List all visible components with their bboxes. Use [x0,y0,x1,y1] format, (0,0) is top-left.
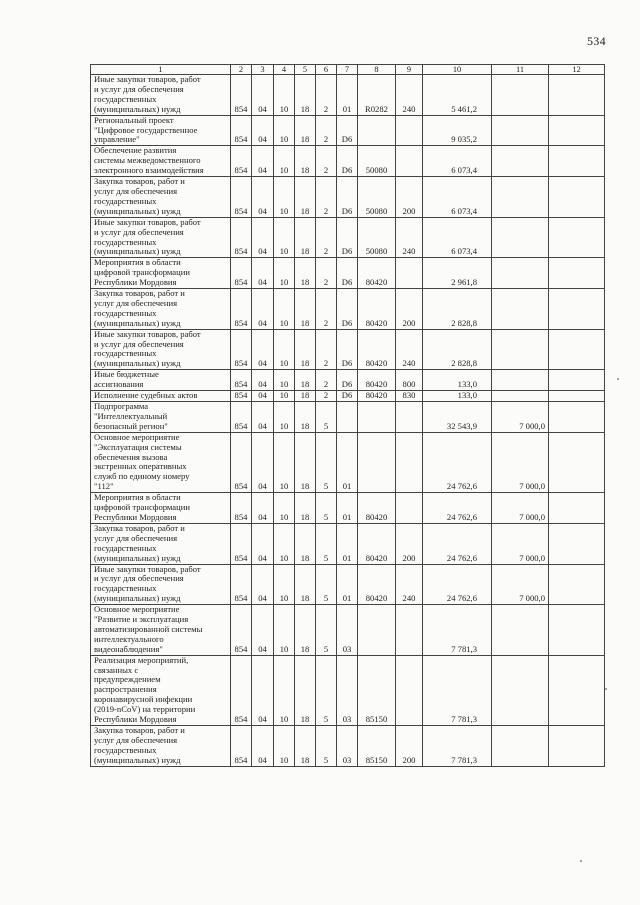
direction-cell: R0282 [358,75,396,116]
direction-cell: 80420 [358,329,396,370]
federal-amount-cell [492,177,549,218]
extra-cell [549,605,605,656]
direction-cell: 85150 [358,726,396,767]
subprogram-cell: 18 [295,115,316,146]
direction-cell: 50080 [358,217,396,258]
subprogram-cell: 18 [295,370,316,391]
event-cell: 01 [337,564,358,605]
gov-code-cell: 854 [231,523,252,564]
subprogram-cell: 18 [295,432,316,492]
table-row [91,432,605,492]
section-cell: 04 [252,75,274,116]
federal-amount-cell [492,726,549,767]
section-cell: 04 [252,655,274,725]
amount-cell: 133,0 [423,370,492,391]
subprogram-cell: 18 [295,177,316,218]
section-cell: 04 [252,605,274,656]
program-cell: 10 [274,370,295,391]
expense-type-cell [396,432,423,492]
program-cell: 10 [274,726,295,767]
extra-cell [549,564,605,605]
gov-code-cell: 854 [231,329,252,370]
row-name-cell: Иные бюджетные ассигнования [91,370,231,391]
gov-code-cell: 854 [231,370,252,391]
federal-amount-cell: 7 000,0 [492,564,549,605]
section-cell: 04 [252,493,274,524]
subprogram-part-cell: 2 [316,289,337,330]
direction-cell: 80420 [358,258,396,289]
event-cell: D6 [337,115,358,146]
extra-cell [549,329,605,370]
event-cell: 03 [337,655,358,725]
event-cell: 01 [337,523,358,564]
section-cell: 04 [252,370,274,391]
row-name-cell: Региональный проект "Цифровое государственное управление" [91,115,231,146]
expense-type-cell: 240 [396,217,423,258]
subprogram-part-cell: 2 [316,258,337,289]
federal-amount-cell [492,258,549,289]
extra-cell [549,523,605,564]
amount-cell: 32 543,9 [423,402,492,433]
program-cell: 10 [274,493,295,524]
row-name-cell: Мероприятия в области цифровой трансформации Республики Мордовия [91,258,231,289]
gov-code-cell: 854 [231,402,252,433]
event-cell: D6 [337,329,358,370]
column-header: 6 [316,65,337,75]
federal-amount-cell [492,605,549,656]
row-name-cell: Реализация мероприятий, связанных с предупреждением распространения коронавирусной инфекции (2019-nCoV) на территории Республики Мордовия [91,655,231,725]
expense-type-cell: 240 [396,564,423,605]
event-cell: D6 [337,177,358,218]
section-cell: 04 [252,726,274,767]
extra-cell [549,655,605,725]
expense-type-cell [396,605,423,656]
row-name-cell: Закупка товаров, работ и услуг для обеспечения государственных (муниципальных) нужд [91,177,231,218]
section-cell: 04 [252,146,274,177]
event-cell: D6 [337,289,358,330]
federal-amount-cell [492,146,549,177]
event-cell: 03 [337,605,358,656]
program-cell: 10 [274,605,295,656]
expense-type-cell: 830 [396,391,423,402]
row-name-cell: Мероприятия в области цифровой трансформации Республики Мордовия [91,493,231,524]
table-row [91,391,605,402]
program-cell: 10 [274,391,295,402]
row-name-cell: Иные закупки товаров, работ и услуг для обеспечения государственных (муниципальных) нужд [91,217,231,258]
amount-cell: 133,0 [423,391,492,402]
gov-code-cell: 854 [231,75,252,116]
gov-code-cell: 854 [231,146,252,177]
expense-type-cell [396,146,423,177]
subprogram-cell: 18 [295,655,316,725]
subprogram-part-cell: 2 [316,177,337,218]
amount-cell: 5 461,2 [423,75,492,116]
subprogram-part-cell: 2 [316,146,337,177]
table-row [91,75,605,116]
federal-amount-cell: 7 000,0 [492,402,549,433]
table-row [91,258,605,289]
table-row [91,146,605,177]
table-row [91,177,605,218]
expense-type-cell [396,115,423,146]
subprogram-cell: 18 [295,726,316,767]
table-row [91,493,605,524]
event-cell: D6 [337,258,358,289]
federal-amount-cell [492,289,549,330]
program-cell: 10 [274,432,295,492]
column-header: 12 [549,65,605,75]
gov-code-cell: 854 [231,564,252,605]
table-row [91,402,605,433]
section-cell: 04 [252,115,274,146]
section-cell: 04 [252,258,274,289]
table-row [91,289,605,330]
federal-amount-cell [492,75,549,116]
extra-cell [549,258,605,289]
subprogram-cell: 18 [295,564,316,605]
gov-code-cell: 854 [231,289,252,330]
expense-type-cell: 800 [396,370,423,391]
direction-cell: 80420 [358,289,396,330]
direction-cell: 80420 [358,391,396,402]
column-header: 3 [252,65,274,75]
amount-cell: 6 073,4 [423,146,492,177]
extra-cell [549,115,605,146]
subprogram-cell: 18 [295,258,316,289]
amount-cell: 2 961,8 [423,258,492,289]
column-header: 8 [358,65,396,75]
subprogram-cell: 18 [295,289,316,330]
expense-type-cell [396,402,423,433]
row-name-cell: Исполнение судебных актов [91,391,231,402]
column-header: 1 [91,65,231,75]
amount-cell: 24 762,6 [423,564,492,605]
expense-type-cell: 240 [396,329,423,370]
program-cell: 10 [274,402,295,433]
scan-speck [580,860,582,862]
gov-code-cell: 854 [231,115,252,146]
extra-cell [549,146,605,177]
column-header: 2 [231,65,252,75]
event-cell: 01 [337,432,358,492]
direction-cell [358,115,396,146]
scan-speck [617,378,619,380]
direction-cell [358,402,396,433]
direction-cell: 50080 [358,177,396,218]
table-row [91,370,605,391]
gov-code-cell: 854 [231,217,252,258]
direction-cell: 80420 [358,523,396,564]
section-cell: 04 [252,289,274,330]
table-row [91,523,605,564]
direction-cell: 80420 [358,493,396,524]
direction-cell [358,432,396,492]
table-row [91,605,605,656]
extra-cell [549,493,605,524]
page-number: 534 [587,34,606,48]
extra-cell [549,217,605,258]
row-name-cell: Обеспечение развития системы межведомственного электронного взаимодействия [91,146,231,177]
amount-cell: 24 762,6 [423,432,492,492]
event-cell: 01 [337,75,358,116]
subprogram-part-cell: 2 [316,115,337,146]
extra-cell [549,432,605,492]
federal-amount-cell: 7 000,0 [492,493,549,524]
direction-cell [358,605,396,656]
extra-cell [549,402,605,433]
subprogram-cell: 18 [295,493,316,524]
gov-code-cell: 854 [231,177,252,218]
federal-amount-cell [492,370,549,391]
subprogram-part-cell: 2 [316,217,337,258]
program-cell: 10 [274,258,295,289]
gov-code-cell: 854 [231,655,252,725]
federal-amount-cell [492,217,549,258]
budget-table [90,64,605,767]
scan-speck [605,688,607,690]
event-cell: D6 [337,370,358,391]
gov-code-cell: 854 [231,391,252,402]
section-cell: 04 [252,177,274,218]
row-name-cell: Иные закупки товаров, работ и услуг для обеспечения государственных (муниципальных) нужд [91,329,231,370]
subprogram-part-cell: 5 [316,493,337,524]
program-cell: 10 [274,523,295,564]
subprogram-part-cell: 2 [316,370,337,391]
event-cell: 03 [337,726,358,767]
event-cell [337,402,358,433]
subprogram-cell: 18 [295,402,316,433]
row-name-cell: Основное мероприятие "Развитие и эксплуатация автоматизированной системы интеллектуального видеонаблюдения" [91,605,231,656]
federal-amount-cell [492,391,549,402]
subprogram-part-cell: 2 [316,75,337,116]
subprogram-cell: 18 [295,329,316,370]
subprogram-part-cell: 5 [316,605,337,656]
table-row [91,564,605,605]
amount-cell: 24 762,6 [423,493,492,524]
subprogram-cell: 18 [295,75,316,116]
direction-cell: 80420 [358,370,396,391]
expense-type-cell [396,258,423,289]
section-cell: 04 [252,564,274,605]
gov-code-cell: 854 [231,493,252,524]
amount-cell: 7 781,3 [423,605,492,656]
extra-cell [549,391,605,402]
section-cell: 04 [252,329,274,370]
program-cell: 10 [274,177,295,218]
extra-cell [549,75,605,116]
amount-cell: 9 035,2 [423,115,492,146]
expense-type-cell: 200 [396,289,423,330]
subprogram-cell: 18 [295,605,316,656]
program-cell: 10 [274,217,295,258]
event-cell: D6 [337,146,358,177]
section-cell: 04 [252,523,274,564]
event-cell: D6 [337,391,358,402]
row-name-cell: Иные закупки товаров, работ и услуг для обеспечения государственных (муниципальных) нужд [91,564,231,605]
column-header: 7 [337,65,358,75]
column-header: 4 [274,65,295,75]
expense-type-cell [396,655,423,725]
federal-amount-cell [492,655,549,725]
section-cell: 04 [252,402,274,433]
table-row [91,726,605,767]
amount-cell: 6 073,4 [423,217,492,258]
amount-cell: 24 762,6 [423,523,492,564]
column-header: 10 [423,65,492,75]
program-cell: 10 [274,564,295,605]
table-row [91,329,605,370]
subprogram-cell: 18 [295,523,316,564]
gov-code-cell: 854 [231,726,252,767]
subprogram-cell: 18 [295,146,316,177]
row-name-cell: Закупка товаров, работ и услуг для обеспечения государственных (муниципальных) нужд [91,289,231,330]
program-cell: 10 [274,329,295,370]
amount-cell: 7 781,3 [423,655,492,725]
subprogram-part-cell: 5 [316,402,337,433]
program-cell: 10 [274,146,295,177]
program-cell: 10 [274,655,295,725]
direction-cell: 50080 [358,146,396,177]
column-header: 9 [396,65,423,75]
program-cell: 10 [274,115,295,146]
expense-type-cell: 200 [396,523,423,564]
subprogram-cell: 18 [295,217,316,258]
row-name-cell: Иные закупки товаров, работ и услуг для обеспечения государственных (муниципальных) нужд [91,75,231,116]
expense-type-cell: 200 [396,726,423,767]
program-cell: 10 [274,289,295,330]
expense-type-cell: 240 [396,75,423,116]
event-cell: 01 [337,493,358,524]
event-cell: D6 [337,217,358,258]
federal-amount-cell [492,329,549,370]
row-name-cell: Основное мероприятие "Эксплуатация системы обеспечения вызова экстренных оперативных служб по единому номеру "112" [91,432,231,492]
amount-cell: 7 781,3 [423,726,492,767]
table-row [91,655,605,725]
federal-amount-cell: 7 000,0 [492,523,549,564]
section-cell: 04 [252,432,274,492]
amount-cell: 2 828,8 [423,289,492,330]
federal-amount-cell [492,115,549,146]
subprogram-part-cell: 5 [316,432,337,492]
direction-cell: 80420 [358,564,396,605]
extra-cell [549,289,605,330]
extra-cell [549,370,605,391]
section-cell: 04 [252,391,274,402]
subprogram-part-cell: 2 [316,391,337,402]
subprogram-cell: 18 [295,391,316,402]
row-name-cell: Подпрограмма "Интеллектуальный безопасный регион" [91,402,231,433]
subprogram-part-cell: 5 [316,523,337,564]
gov-code-cell: 854 [231,258,252,289]
subprogram-part-cell: 5 [316,564,337,605]
extra-cell [549,726,605,767]
federal-amount-cell: 7 000,0 [492,432,549,492]
column-header: 11 [492,65,549,75]
expense-type-cell: 200 [396,177,423,218]
gov-code-cell: 854 [231,605,252,656]
gov-code-cell: 854 [231,432,252,492]
table-row [91,115,605,146]
extra-cell [549,177,605,218]
column-header: 5 [295,65,316,75]
expense-type-cell [396,493,423,524]
section-cell: 04 [252,217,274,258]
subprogram-part-cell: 2 [316,329,337,370]
program-cell: 10 [274,75,295,116]
row-name-cell: Закупка товаров, работ и услуг для обеспечения государственных (муниципальных) нужд [91,523,231,564]
table-row [91,217,605,258]
amount-cell: 2 828,8 [423,329,492,370]
subprogram-part-cell: 5 [316,726,337,767]
amount-cell: 6 073,4 [423,177,492,218]
row-name-cell: Закупка товаров, работ и услуг для обеспечения государственных (муниципальных) нужд [91,726,231,767]
subprogram-part-cell: 5 [316,655,337,725]
direction-cell: 85150 [358,655,396,725]
table-header-row [91,65,605,75]
